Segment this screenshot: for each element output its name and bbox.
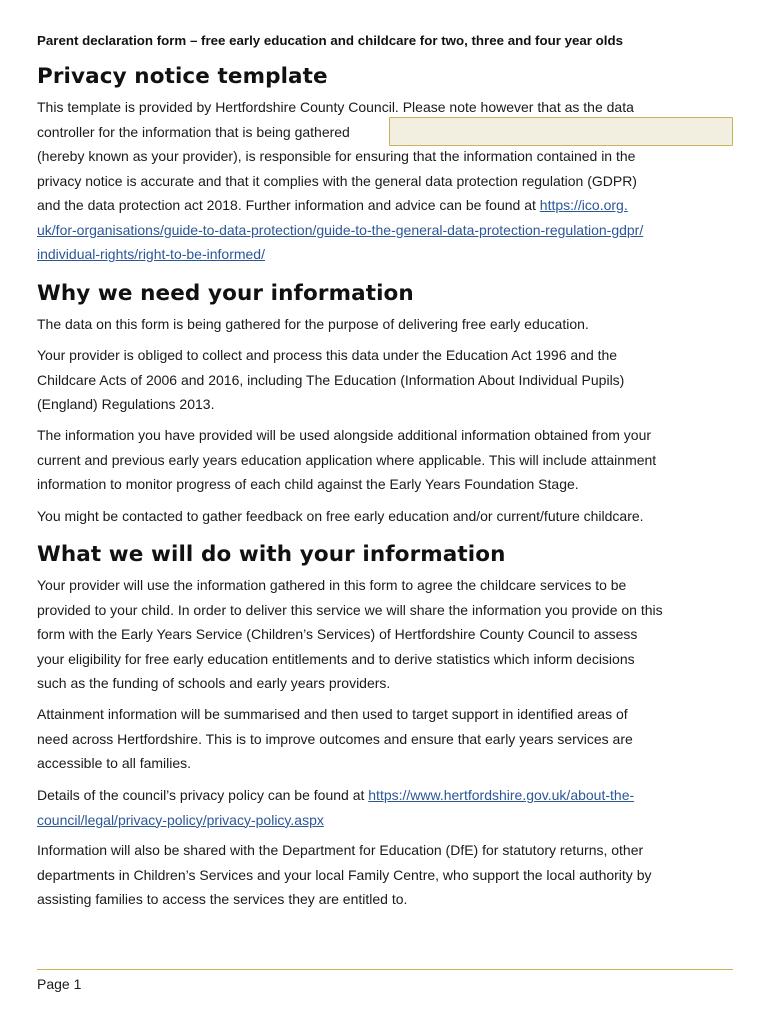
why-p2-line-1: Your provider is obliged to collect and process this data under the Education Act 1996 and the (37, 347, 618, 363)
why-p2-line-2: Childcare Acts of 2006 and 2016, including The Education (Information About Individual Pupils) (37, 371, 625, 388)
why-p3-line-2: current and previous early years education application where applicable. This will include attainment (37, 451, 657, 468)
ico-link-part-2[interactable]: uk/for-organisations/guide-to-data-protection/guide-to-the-general-data-protection-regulation-gdpr/ (37, 221, 644, 238)
what-paragraph-3 (37, 783, 737, 832)
privacy-heading: Privacy notice template (37, 64, 328, 89)
council-privacy-link-part-1[interactable]: https://www.hertfordshire.gov.uk/about-the- (368, 787, 635, 803)
why-paragraph-1: The data on this form is being gathered for the purpose of delivering free early education. (37, 316, 589, 332)
what-p1-line-2: provided to your child. In order to deliver this service we will share the information you provide on this (37, 601, 663, 618)
what-p2-line-1: Attainment information will be summarised and then used to target support in identified areas of (37, 706, 628, 722)
why-p3-line-1: The information you have provided will be used alongside additional information obtained from your (37, 427, 652, 443)
page-number: Page 1 (37, 976, 82, 992)
what-p2-line-2: need across Hertfordshire. This is to improve outcomes and ensure that early years services are (37, 730, 633, 747)
privacy-line-1: This template is provided by Hertfordshire County Council. Please note however that as the data (37, 99, 634, 115)
ico-link-line-3 (37, 242, 737, 267)
what-p3-line-1 (37, 783, 737, 808)
document-header: Parent declaration form – free early education and childcare for two, three and four year olds (37, 33, 623, 48)
what-p1-line-1: Your provider will use the information gathered in this form to agree the childcare services to be (37, 577, 627, 593)
privacy-line-5-text: and the data protection act 2018. Further information and advice can be found at (37, 197, 540, 213)
provider-name-field[interactable] (389, 117, 733, 146)
what-p2-line-3: accessible to all families. (37, 755, 192, 771)
what-heading: What we will do with your information (37, 542, 506, 567)
what-p1-line-5: such as the funding of schools and early years providers. (37, 675, 391, 691)
what-p1-line-3: form with the Early Years Service (Children’s Services) of Hertfordshire County Council to assess (37, 626, 638, 642)
why-heading: Why we need your information (37, 281, 414, 306)
what-paragraph-4 (37, 838, 737, 912)
what-p4-line-2: departments in Children’s Services and your local Family Centre, who support the local authority by (37, 866, 652, 883)
why-p2-line-3: (England) Regulations 2013. (37, 396, 215, 412)
ico-link-part-3[interactable]: individual-rights/right-to-be-informed/ (37, 246, 265, 262)
privacy-line-4: privacy notice is accurate and that it complies with the general data protection regulation (GDPR) (37, 172, 637, 189)
footer-divider (37, 969, 733, 970)
why-paragraph-3 (37, 423, 737, 497)
privacy-line-2: controller for the information that is being gathered (37, 123, 350, 140)
what-paragraph-2 (37, 702, 737, 776)
council-privacy-link-part-2[interactable]: council/legal/privacy-policy/privacy-policy.aspx (37, 811, 324, 828)
what-p3-line-2 (37, 808, 737, 833)
ico-link-line-2 (37, 218, 737, 243)
why-p3-line-3: information to monitor progress of each child against the Early Years Foundation Stage. (37, 476, 579, 492)
what-p4-line-3: assisting families to access the services they are entitled to. (37, 891, 408, 907)
privacy-line-3: (hereby known as your provider), is responsible for ensuring that the information contained in the (37, 148, 636, 164)
what-p4-line-1: Information will also be shared with the Department for Education (DfE) for statutory returns, other (37, 842, 644, 858)
what-p3-text: Details of the council’s privacy policy can be found at (37, 787, 369, 803)
privacy-line-5 (37, 193, 737, 218)
ico-link-part-1[interactable]: https://ico.org. (539, 197, 628, 213)
what-paragraph-1 (37, 573, 737, 696)
why-paragraph-2 (37, 343, 737, 417)
why-paragraph-4: You might be contacted to gather feedback on free early education and/or current/future childcare. (37, 508, 644, 524)
what-p1-line-4: your eligibility for free early education entitlements and to derive statistics which inform decisions (37, 650, 635, 667)
